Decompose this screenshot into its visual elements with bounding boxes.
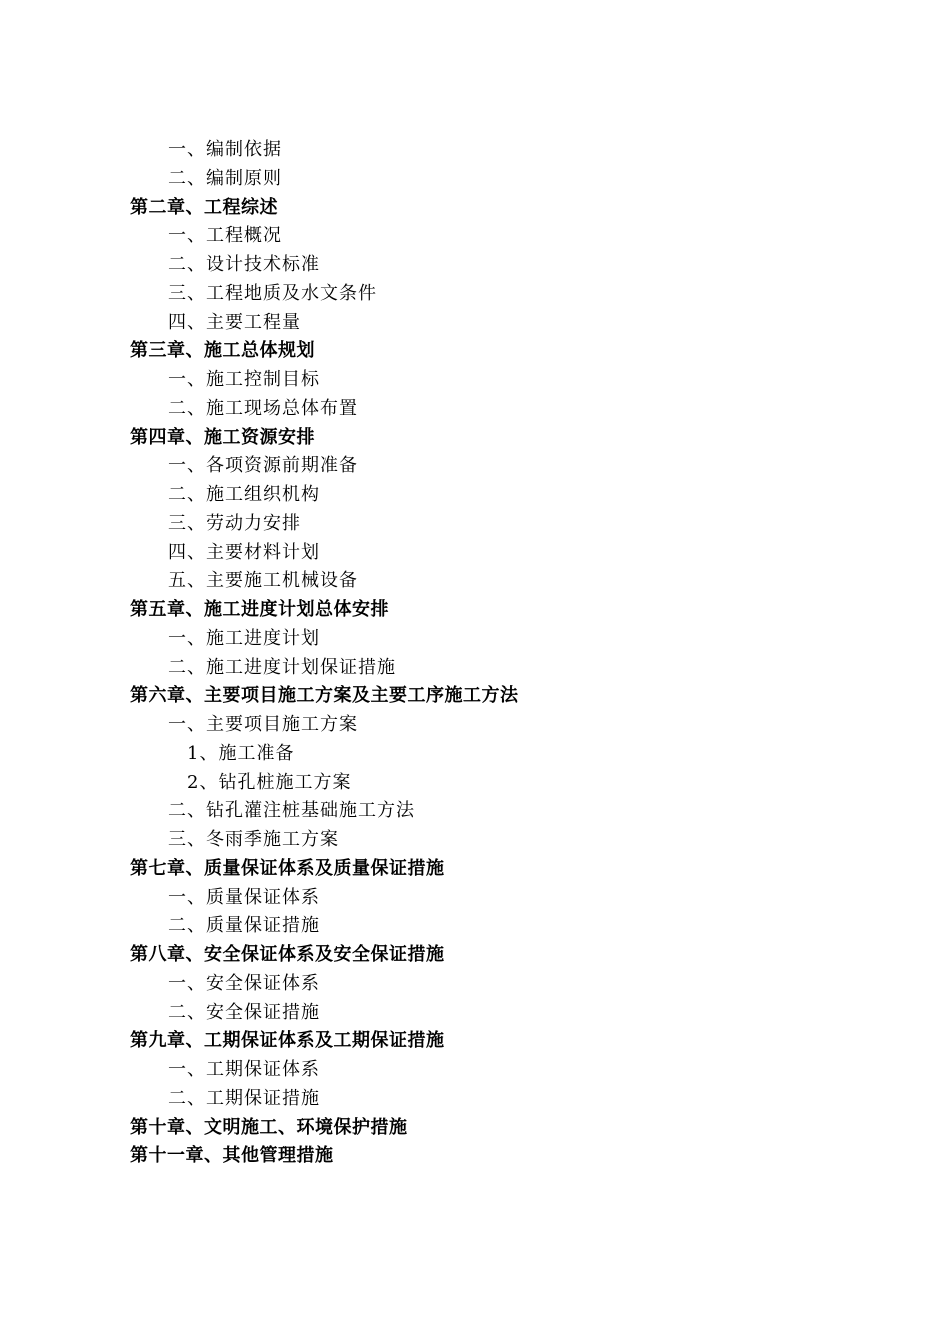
toc-entry-section: 三、冬雨季施工方案: [168, 829, 339, 850]
toc-entry-section: 一、各项资源前期准备: [168, 455, 358, 477]
toc-entry-section: 二、钻孔灌注桩基础施工方法: [168, 800, 415, 822]
toc-entry-section: 四、主要材料计划: [168, 541, 320, 563]
toc-entry-section: 二、施工组织机构: [168, 484, 320, 505]
toc-entry-section: 二、设计技术标准: [168, 254, 320, 275]
toc-entry-chapter: 第四章、施工资源安排: [130, 426, 315, 448]
toc-entry-chapter: 第八章、安全保证体系及安全保证措施: [130, 944, 445, 965]
toc-entry-section: 一、安全保证体系: [168, 972, 320, 994]
toc-entry-chapter: 第三章、施工总体规划: [130, 340, 315, 362]
toc-entry-section: 三、劳动力安排: [168, 512, 301, 534]
toc-entry-subsection: 2、钻孔桩施工方案: [187, 771, 352, 793]
toc-entry-section: 三、工程地质及水文条件: [168, 282, 377, 304]
toc-entry-chapter: 第二章、工程综述: [130, 196, 278, 218]
toc-entry-section: 四、主要工程量: [168, 311, 301, 333]
toc-entry-section: 二、质量保证措施: [168, 915, 320, 937]
toc-entry-section: 一、工期保证体系: [168, 1059, 320, 1080]
toc-entry-chapter: 第七章、质量保证体系及质量保证措施: [130, 857, 445, 879]
toc-entry-section: 二、施工进度计划保证措施: [168, 656, 396, 678]
toc-entry-section: 一、工程概况: [168, 225, 282, 247]
toc-entry-section: 一、主要项目施工方案: [168, 714, 358, 735]
toc-entry-subsection: 1、施工准备: [187, 742, 295, 764]
toc-entry-section: 一、施工控制目标: [168, 369, 320, 390]
toc-entry-chapter: 第九章、工期保证体系及工期保证措施: [130, 1030, 445, 1052]
toc-entry-section: 二、施工现场总体布置: [168, 397, 358, 419]
toc-entry-section: 一、施工进度计划: [168, 627, 320, 649]
toc-entry-chapter: 第十章、文明施工、环境保护措施: [130, 1116, 408, 1138]
toc-entry-section: 二、编制原则: [168, 167, 282, 189]
toc-entry-section: 二、工期保证措施: [168, 1087, 320, 1109]
table-of-contents: [130, 136, 910, 1171]
toc-entry-section: 一、编制依据: [168, 139, 282, 160]
toc-entry-chapter: 第六章、主要项目施工方案及主要工序施工方法: [130, 685, 519, 707]
toc-entry-section: 五、主要施工机械设备: [168, 570, 358, 592]
toc-entry-section: 二、安全保证措施: [168, 1001, 320, 1023]
toc-entry-chapter: 第五章、施工进度计划总体安排: [130, 599, 389, 620]
toc-entry-chapter: 第十一章、其他管理措施: [130, 1145, 334, 1167]
toc-entry-section: 一、质量保证体系: [168, 886, 320, 908]
